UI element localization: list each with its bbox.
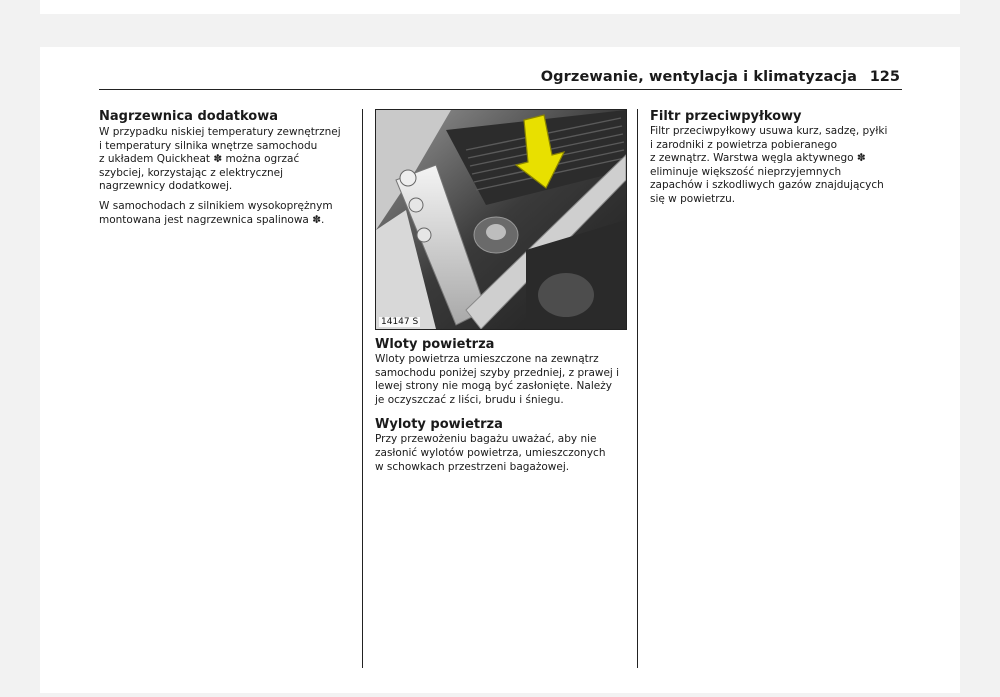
heading-heater: Nagrzewnica dodatkowa xyxy=(99,109,279,124)
heading-filter: Filtr przeciwpyłkowy xyxy=(650,109,802,124)
figure-code: 14147 S xyxy=(381,317,419,327)
page-header xyxy=(99,69,902,90)
column-air xyxy=(375,109,633,474)
column-divider-1 xyxy=(362,109,363,668)
filter-text: Filtr przeciwpyłkowy usuwa kurz, sadzę, pyłki i zarodniki z powietrza pobieranego z zewnątrz. Warstwa węgla aktywnego ✽ eliminuje większość nieprzyjemnych zapachów i szkodliwych gazów znajdujących się w powietrzu. xyxy=(650,125,888,205)
engine-bay-photo xyxy=(375,109,627,330)
page-number: 125 xyxy=(869,69,900,85)
heater-paragraph-2: W samochodach z silnikiem wysokoprężnym montowana jest nagrzewnica spalinowa ✽. xyxy=(99,199,333,226)
header-title: Ogrzewanie, wentylacja i klimatyzacja xyxy=(540,69,857,85)
heater-paragraph-1: W przypadku niskiej temperatury zewnętrznej i temperatury silnika wnętrze samochodu z układem Quickheat ✽ można ogrzać szybciej, korzystając z elektrycznej nagrzewnicy dodatkowej. xyxy=(99,126,341,193)
column-divider-2 xyxy=(637,109,638,668)
previous-page-edge xyxy=(40,0,960,14)
heading-inlets: Wloty powietrza xyxy=(375,337,495,352)
heading-outlets: Wyloty powietrza xyxy=(375,417,503,433)
outlets-text: Przy przewożeniu bagażu uważać, aby nie zasłonić wylotów powietrza, umieszczonych w schowkach przestrzeni bagażowej. xyxy=(375,433,606,473)
column-heater xyxy=(99,109,359,227)
manual-page xyxy=(40,47,960,693)
inlets-text: Wloty powietrza umieszczone na zewnątrz samochodu poniżej szyby przedniej, z prawej i lewej strony nie mogą być zasłonięte. Należy je oczyszczać z liści, brudu i śniegu. xyxy=(375,353,620,406)
column-filter xyxy=(650,109,910,207)
